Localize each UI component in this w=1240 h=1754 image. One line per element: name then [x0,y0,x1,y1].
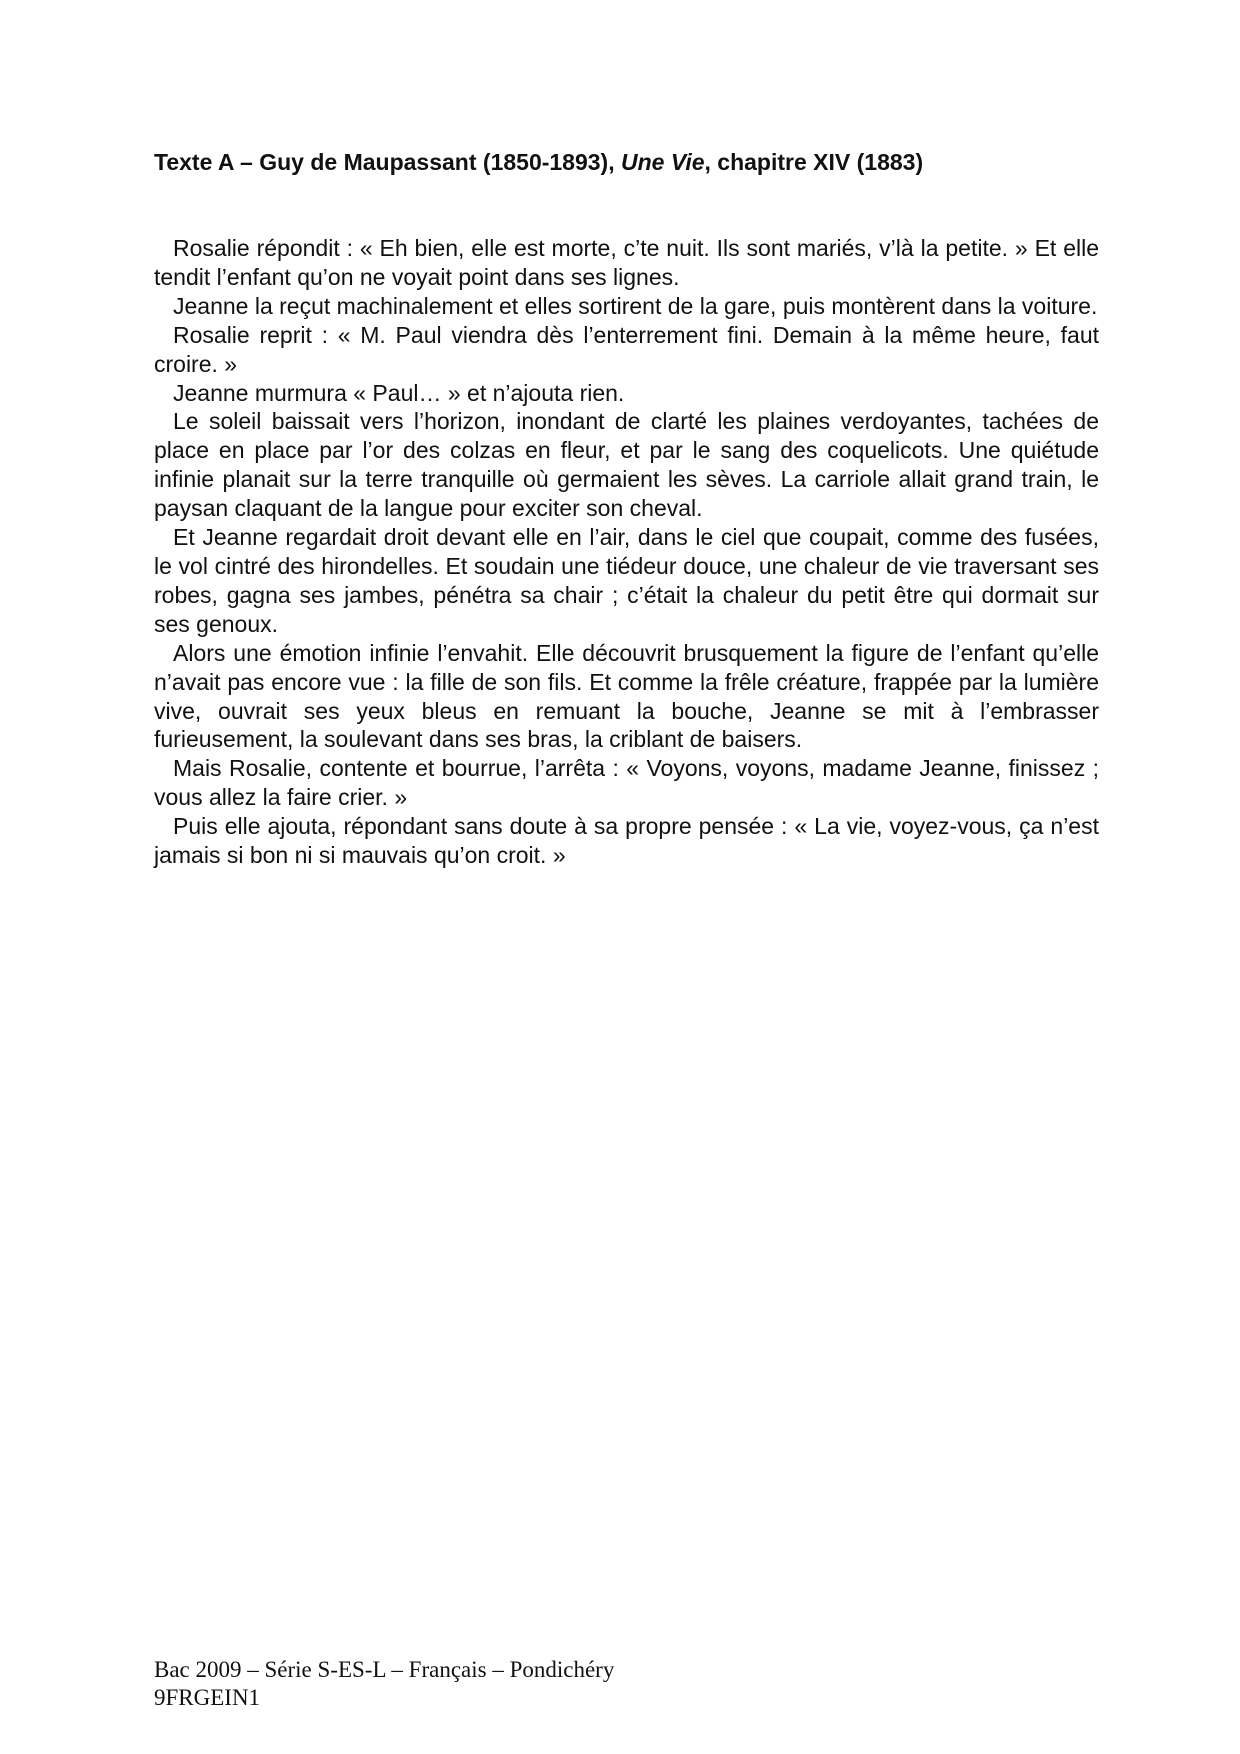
paragraph: Alors une émotion infinie l’envahit. Elle découvrit brusquement la figure de l’enfant qu’elle n’avait pas encore vue : la fille de son fils. Et comme la frêle créature, frappée par la lumière vive, ouvrait ses yeux bleus en remuant la bouche, Jeanne se mit à l’embrasser furieusement, la soulevant dans ses bras, la criblant de baisers. [154,639,1099,753]
paragraph: Et Jeanne regardait droit devant elle en l’air, dans le ciel que coupait, comme des fusées, le vol cintré des hirondelles. Et soudain une tiédeur douce, une chaleur de vie traversant ses robes, gagna ses jambes, pénétra sa chair ; c’était la chaleur du petit être qui dormait sur ses genoux. [154,524,1099,637]
excerpt-body [154,234,1099,870]
heading-suffix: , chapitre XIV (1883) [704,149,924,175]
text-heading [154,147,1094,177]
footer-exam-line: Bac 2009 – Série S-ES-L – Français – Pondichéry [154,1657,615,1682]
heading-prefix: Texte A – Guy de Maupassant (1850-1893), [154,149,621,175]
page-footer [154,1656,614,1712]
paragraph: Jeanne la reçut machinalement et elles sortirent de la gare, puis montèrent dans la voiture. [173,292,1098,319]
paragraph: Puis elle ajouta, répondant sans doute à sa propre pensée : « La vie, voyez-vous, ça n’est jamais si bon ni si mauvais qu’on croit. » [154,813,1099,869]
paragraph: Jeanne murmura « Paul… » et n’ajouta rien. [173,379,625,406]
paragraph: Rosalie reprit : « M. Paul viendra dès l’enterrement fini. Demain à la même heure, faut croire. » [154,321,1099,377]
paragraph: Le soleil baissait vers l’horizon, inondant de clarté les plaines verdoyantes, tachées de place en place par l’or des colzas en fleur, et par le sang des coquelicots. Une quiétude infinie planait sur la terre tranquille où germaient les sèves. La carriole allait grand train, le paysan claquant de la langue pour exciter son cheval. [154,408,1099,522]
paragraph: Rosalie répondit : « Eh bien, elle est morte, c’te nuit. Ils sont mariés, v’là la petite. » Et elle tendit l’enfant qu’on ne voyait point dans ses lignes. [154,235,1099,290]
heading-work-title: Une Vie [621,149,705,175]
footer-code: 9FRGEIN1 [154,1685,261,1710]
paragraph: Mais Rosalie, contente et bourrue, l’arrêta : « Voyons, voyons, madame Jeanne, finissez ; vous allez la faire crier. » [154,755,1099,811]
